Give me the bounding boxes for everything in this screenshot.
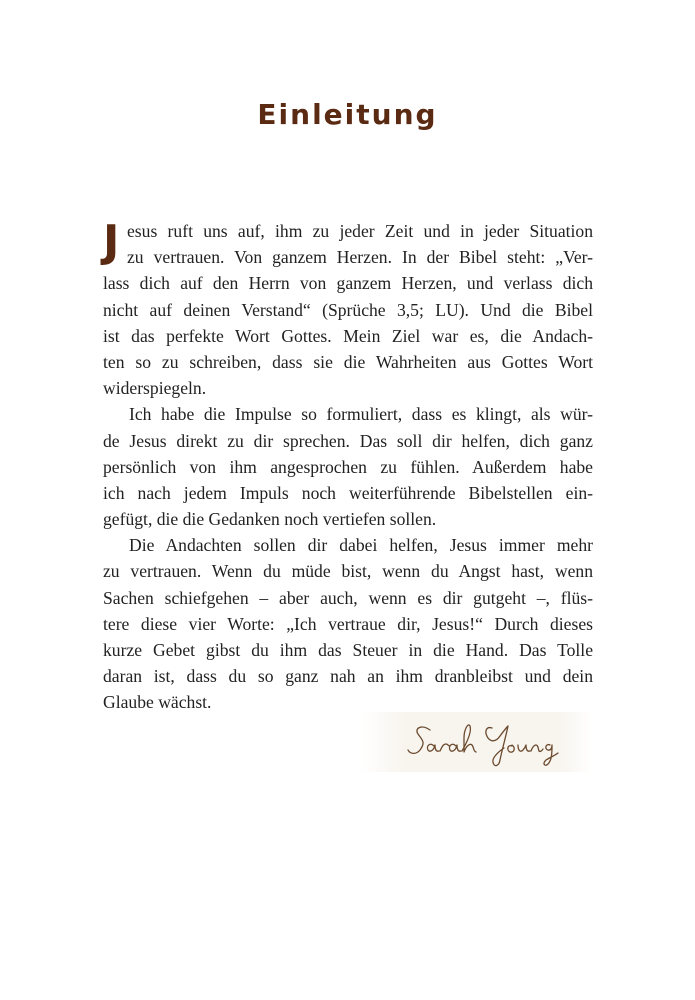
page-title: Einleitung: [257, 98, 438, 131]
text-line: Glaube wächst.: [103, 692, 212, 713]
text-line: persönlich von ihm angesprochen zu fühlen. Außerdem habe: [103, 456, 593, 477]
text-line: tere diese vier Worte: „Ich vertraue dir, Jesus!“ Durch dieses: [103, 613, 593, 634]
text-line: Ich habe die Impulse so formuliert, dass es klingt, als wür-: [129, 404, 593, 425]
text-line: lass dich auf den Herrn von ganzem Herzen, und verlass dich: [103, 273, 593, 294]
author-signature: [360, 712, 592, 772]
text-line: widerspiegeln.: [103, 378, 207, 399]
text-line: Die Andachten sollen dir dabei helfen, Jesus immer mehr: [129, 535, 593, 556]
drop-cap: J: [103, 216, 120, 267]
text-line: Sachen schiefgehen – aber auch, wenn es dir gutgeht –, flüs-: [103, 587, 593, 608]
text-line: kurze Gebet gibst du ihm das Steuer in die Hand. Das Tolle: [103, 640, 593, 660]
text-line: gefügt, die die Gedanken noch vertiefen sollen.: [103, 509, 437, 530]
text-line: zu vertrauen. Von ganzem Herzen. In der Bibel steht: „Ver-: [127, 247, 593, 268]
signature-handwriting: [360, 712, 592, 772]
text-line: zu vertrauen. Wenn du müde bist, wenn du Angst hast, wenn: [103, 561, 593, 582]
text-line: esus ruft uns auf, ihm zu jeder Zeit und in jeder Situation: [127, 221, 593, 241]
introduction-text: [103, 218, 593, 716]
text-line: nicht auf deinen Verstand“ (Sprüche 3,5; LU). Und die Bibel: [103, 299, 593, 320]
text-line: ten so zu schreiben, dass sie die Wahrheiten aus Gottes Wort: [103, 351, 593, 372]
text-line: ist das perfekte Wort Gottes. Mein Ziel war es, die Andach-: [103, 325, 593, 346]
text-line: de Jesus direkt zu dir sprechen. Das soll dir helfen, dich ganz: [103, 430, 593, 451]
text-line: ich nach jedem Impuls noch weiterführende Bibelstellen ein-: [103, 482, 593, 503]
text-line: daran ist, dass du so ganz nah an ihm dranbleibst und dein: [103, 666, 593, 687]
